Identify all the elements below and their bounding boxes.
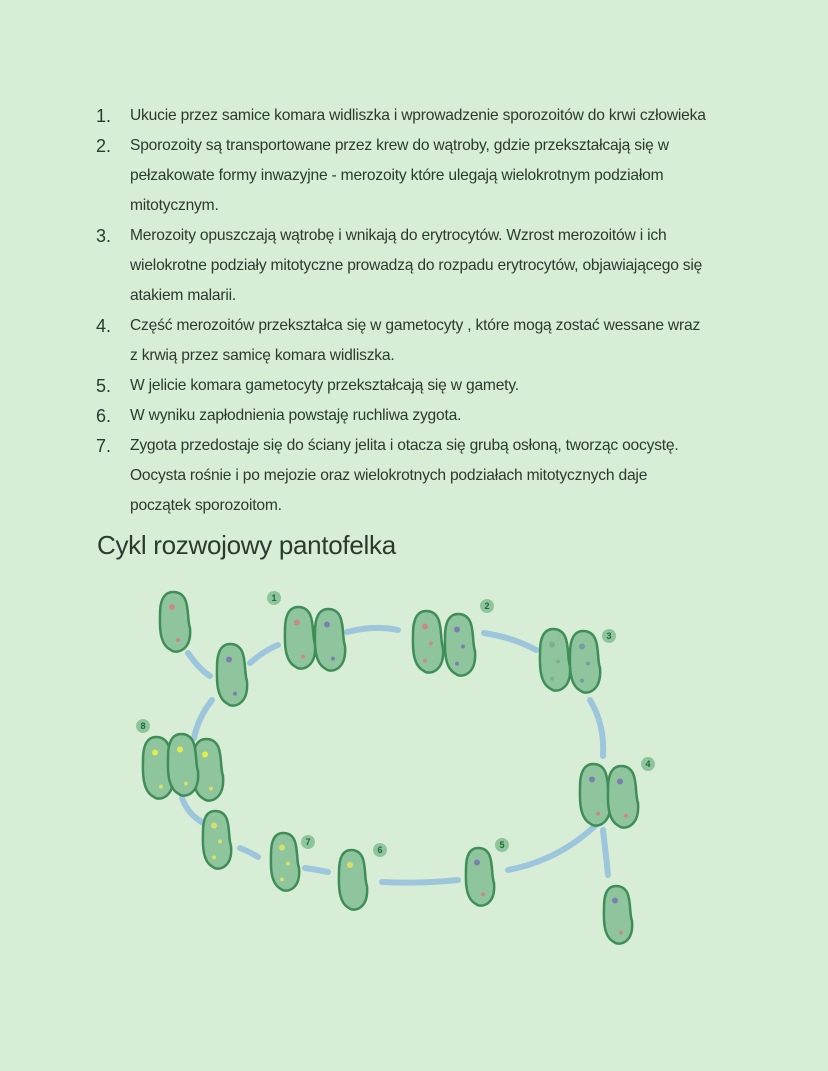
nucleus: [169, 604, 175, 610]
nucleus: [331, 657, 335, 661]
text-line: Oocysta rośnie i po mejozie oraz wielokrotnych podziałach mitotycznych daje: [130, 467, 648, 484]
text-line: początek sporozoitom.: [130, 497, 282, 514]
arrow: [305, 868, 328, 872]
cell-body: [413, 611, 443, 673]
nucleus: [589, 777, 595, 783]
nucleus: [177, 747, 183, 753]
text-line: Merozoity opuszczają wątrobę i wnikają do erytrocytów. Wzrost merozoitów i ich: [130, 227, 667, 244]
text-line: pełzakowate formy inwazyjne - merozoity które ulegają wielokrotnym podziałom: [130, 167, 664, 184]
item-text: [130, 431, 679, 521]
text-line: Ukucie przez samice komara widliszka i wprowadzenie sporozoitów do krwi człowieka: [130, 107, 706, 124]
paramecium-cell: [540, 629, 570, 691]
stage-label: [373, 843, 387, 857]
nucleus: [422, 624, 428, 630]
item-text: [130, 371, 519, 401]
paramecium-cell: [285, 607, 315, 669]
nucleus: [324, 622, 330, 628]
cell-body: [203, 811, 231, 869]
nucleus: [474, 860, 480, 866]
paramecium-cell: [217, 644, 247, 706]
item-number: 1.: [96, 106, 112, 126]
stage-label: [136, 719, 150, 733]
nucleus: [218, 839, 222, 843]
arrow: [188, 653, 210, 676]
cell-body: [570, 631, 600, 693]
text-line: atakiem malarii.: [130, 287, 236, 304]
item-text: [130, 401, 461, 431]
nucleus: [549, 642, 555, 648]
item-text: [130, 221, 702, 311]
cell-body: [217, 644, 247, 706]
stage-number: 6: [377, 845, 383, 855]
malaria-cycle-steps: [96, 101, 706, 521]
item-number: 2.: [96, 136, 112, 156]
paramecium-cell: [203, 811, 231, 869]
paramecium-cell: [466, 848, 494, 906]
text-line: wielokrotne podziały mitotyczne prowadzą do rozpadu erytrocytów, objawiającego się: [130, 257, 703, 274]
paramecium-cell: [608, 766, 638, 828]
list-item: [96, 431, 706, 521]
text-line: z krwią przez samicę komara widliszka.: [130, 347, 395, 364]
nucleus: [301, 655, 305, 659]
nucleus: [226, 657, 232, 663]
nucleus: [211, 823, 217, 829]
text-line: Część merozoitów przekształca się w gametocyty , które mogą zostać wessane wraz: [130, 317, 701, 334]
paramecium-life-cycle-diagram: [0, 580, 828, 960]
nucleus: [624, 814, 628, 818]
nucleus: [202, 752, 208, 758]
item-number: 3.: [96, 226, 112, 246]
cell-body: [160, 592, 190, 652]
nucleus: [461, 645, 465, 649]
nucleus: [347, 862, 353, 868]
nucleus: [294, 620, 300, 626]
text-line: mitotycznym.: [130, 197, 219, 214]
nucleus: [617, 779, 623, 785]
cell-body: [466, 848, 494, 906]
paramecium-cell: [168, 734, 198, 796]
list-item: [96, 101, 706, 131]
arrow: [382, 880, 458, 883]
section-heading: Cykl rozwojowy pantofelka: [97, 530, 396, 560]
list-item: [96, 371, 706, 401]
cell-body: [604, 886, 632, 944]
nucleus: [184, 782, 188, 786]
stage-label: [267, 591, 281, 605]
paramecium-cell: [445, 614, 475, 676]
arrow: [508, 823, 598, 870]
stage-label: [641, 757, 655, 771]
arrow: [484, 633, 536, 650]
list-item: [96, 401, 706, 431]
nucleus: [455, 662, 459, 666]
nucleus: [176, 638, 180, 642]
arrow: [250, 645, 278, 663]
cell-body: [168, 734, 198, 796]
stage-number: 1: [271, 593, 277, 603]
arrow: [240, 848, 258, 857]
cell-body: [608, 766, 638, 828]
stage-number: 2: [484, 601, 490, 611]
text-line: W jelicie komara gametocyty przekształcają się w gamety.: [130, 377, 519, 394]
item-number: 4.: [96, 316, 112, 336]
nucleus: [586, 662, 590, 666]
nucleus: [159, 785, 163, 789]
nucleus: [481, 892, 485, 896]
cell-body: [339, 850, 367, 910]
arrow: [603, 830, 608, 875]
list-item: [96, 221, 706, 311]
text-line: W wyniku zapłodnienia powstaję ruchliwa zygota.: [130, 407, 462, 424]
stage-label: [301, 835, 315, 849]
stage-label: [495, 838, 509, 852]
item-number: 7.: [96, 436, 112, 456]
arrow: [182, 798, 205, 824]
cell-body: [580, 764, 610, 826]
cell-body: [285, 607, 315, 669]
list-item: [96, 311, 706, 371]
nucleus: [619, 930, 623, 934]
stage-label: [480, 599, 494, 613]
stage-label: [602, 629, 616, 643]
nucleus: [579, 644, 585, 650]
paramecium-cell: [271, 833, 299, 891]
nucleus: [279, 845, 285, 851]
nucleus: [429, 642, 433, 646]
stage-number: 7: [305, 837, 311, 847]
paramecium-cell: [604, 886, 632, 944]
paramecium-cell: [570, 631, 600, 693]
item-text: [130, 311, 700, 371]
nucleus: [233, 692, 237, 696]
cell-body: [445, 614, 475, 676]
paramecium-cell: [413, 611, 443, 673]
stage-number: 3: [606, 631, 612, 641]
stage-number: 4: [645, 759, 651, 769]
cell-body: [271, 833, 299, 891]
paramecium-cell: [160, 592, 190, 652]
paramecium-cell: [580, 764, 610, 826]
stage-number: 5: [499, 840, 505, 850]
arrow: [194, 700, 212, 738]
nucleus: [212, 855, 216, 859]
nucleus: [152, 750, 158, 756]
cell-body: [540, 629, 570, 691]
arrow: [590, 700, 603, 756]
item-number: 5.: [96, 376, 112, 396]
cells: [143, 592, 638, 944]
text-line: Sporozoity są transportowane przez krew do wątroby, gdzie przekształcają się w: [130, 137, 669, 154]
nucleus: [454, 627, 460, 633]
nucleus: [596, 812, 600, 816]
nucleus: [209, 787, 213, 791]
nucleus: [286, 861, 290, 865]
nucleus: [280, 877, 284, 881]
stage-number: 8: [140, 721, 146, 731]
item-text: [130, 101, 706, 131]
cell-body: [315, 609, 345, 671]
paramecium-cell: [339, 850, 367, 910]
list-item: [96, 131, 706, 221]
nucleus: [612, 898, 618, 904]
text-line: Zygota przedostaje się do ściany jelita i otacza się grubą osłoną, tworząc oocystę.: [130, 437, 679, 454]
item-text: [130, 131, 669, 221]
item-number: 6.: [96, 406, 112, 426]
nucleus: [580, 679, 584, 683]
paramecium-cell: [315, 609, 345, 671]
nucleus: [423, 659, 427, 663]
nucleus: [556, 660, 560, 664]
arrow: [347, 628, 398, 632]
nucleus: [550, 677, 554, 681]
